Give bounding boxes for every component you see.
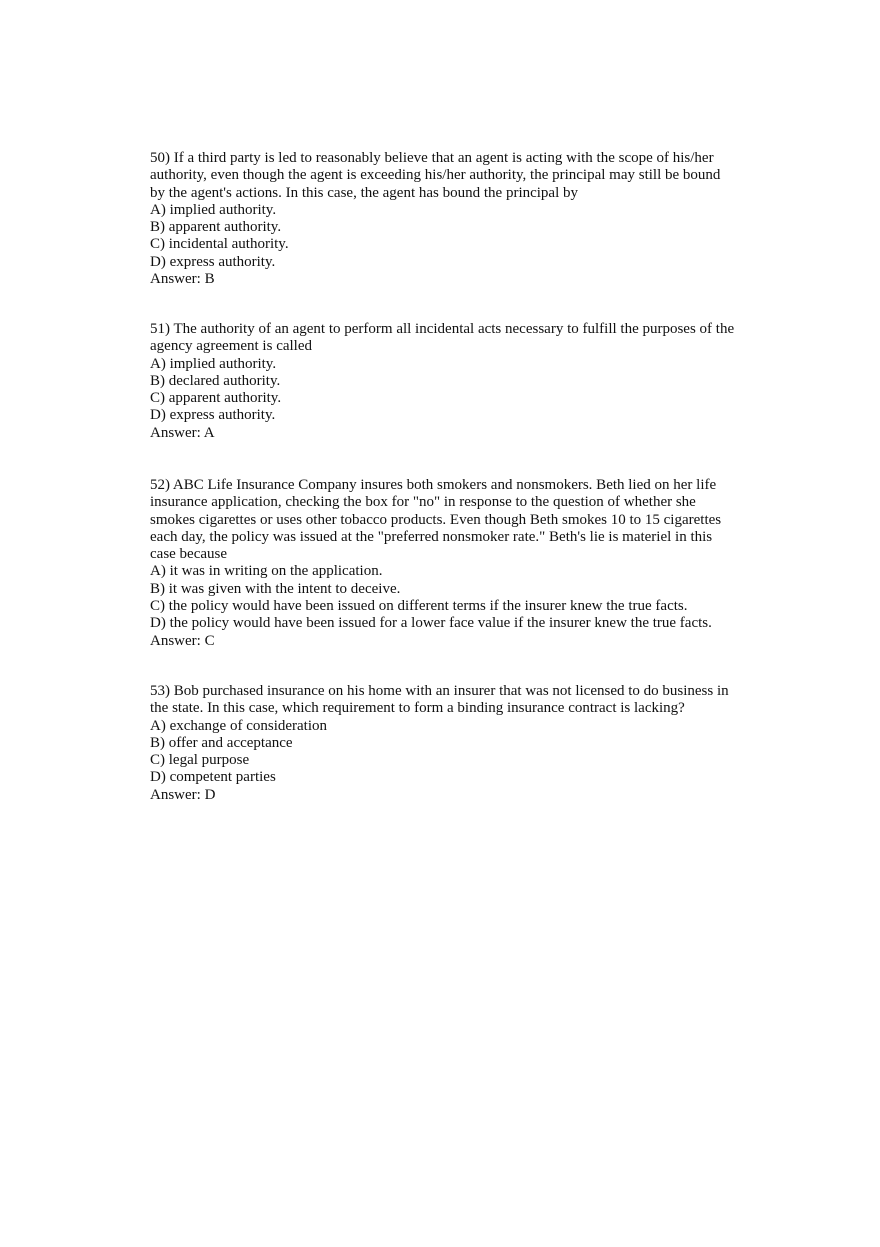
option-a: A) implied authority. (150, 201, 277, 218)
option-c: C) incidental authority. (150, 236, 289, 253)
question-stem-line: by the agent's actions. In this case, the agent has bound the principal by (150, 184, 579, 201)
option-b: B) declared authority. (150, 372, 281, 389)
question-stem-line: 50) If a third party is led to reasonably believe that an agent is acting with the scope of his/her (150, 150, 714, 166)
question-stem-line: the state. In this case, which requirement to form a binding insurance contract is lacking? (150, 700, 685, 717)
question-stem-line: 52) ABC Life Insurance Company insures both smokers and nonsmokers. Beth lied on her life (150, 477, 717, 493)
answer: Answer: C (150, 632, 215, 649)
question-stem-line: agency agreement is called (150, 338, 312, 355)
answer: Answer: A (150, 424, 215, 441)
option-c: C) legal purpose (150, 752, 250, 769)
option-b: B) it was given with the intent to deceive. (150, 580, 401, 597)
option-a: A) it was in writing on the application. (150, 563, 383, 580)
question-stem-line: 53) Bob purchased insurance on his home with an insurer that was not licensed to do business in (150, 683, 729, 699)
question-52 (150, 477, 721, 650)
question-stem-line: each day, the policy was issued at the "preferred nonsmoker rate." Beth's lie is materiel in this (150, 528, 713, 545)
question-stem-line: 51) The authority of an agent to perform all incidental acts necessary to fulfill the purposes of the (150, 321, 735, 337)
option-c: C) the policy would have been issued on different terms if the insurer knew the true facts. (150, 598, 688, 615)
option-a: A) implied authority. (150, 355, 277, 372)
option-d: D) the policy would have been issued for a lower face value if the insurer knew the true facts. (150, 615, 712, 632)
option-b: B) offer and acceptance (150, 734, 293, 751)
question-50 (150, 150, 720, 288)
answer: Answer: B (150, 271, 215, 288)
option-b: B) apparent authority. (150, 219, 282, 236)
option-d: D) express authority. (150, 253, 276, 270)
option-d: D) express authority. (150, 407, 276, 424)
option-d: D) competent parties (150, 769, 276, 786)
question-53 (150, 683, 729, 804)
question-stem-line: authority, even though the agent is exceeding his/her authority, the principal may still be bound (150, 167, 721, 184)
option-c: C) apparent authority. (150, 390, 282, 407)
question-51 (150, 321, 734, 442)
answer: Answer: D (150, 786, 216, 803)
question-stem-line: smokes cigarettes or uses other tobacco products. Even though Beth smokes 10 to 15 cigarettes (150, 511, 722, 528)
question-stem-line: insurance application, checking the box for "no" in response to the question of whether she (150, 494, 696, 511)
question-stem-line: case because (150, 546, 228, 563)
option-a: A) exchange of consideration (150, 717, 328, 734)
